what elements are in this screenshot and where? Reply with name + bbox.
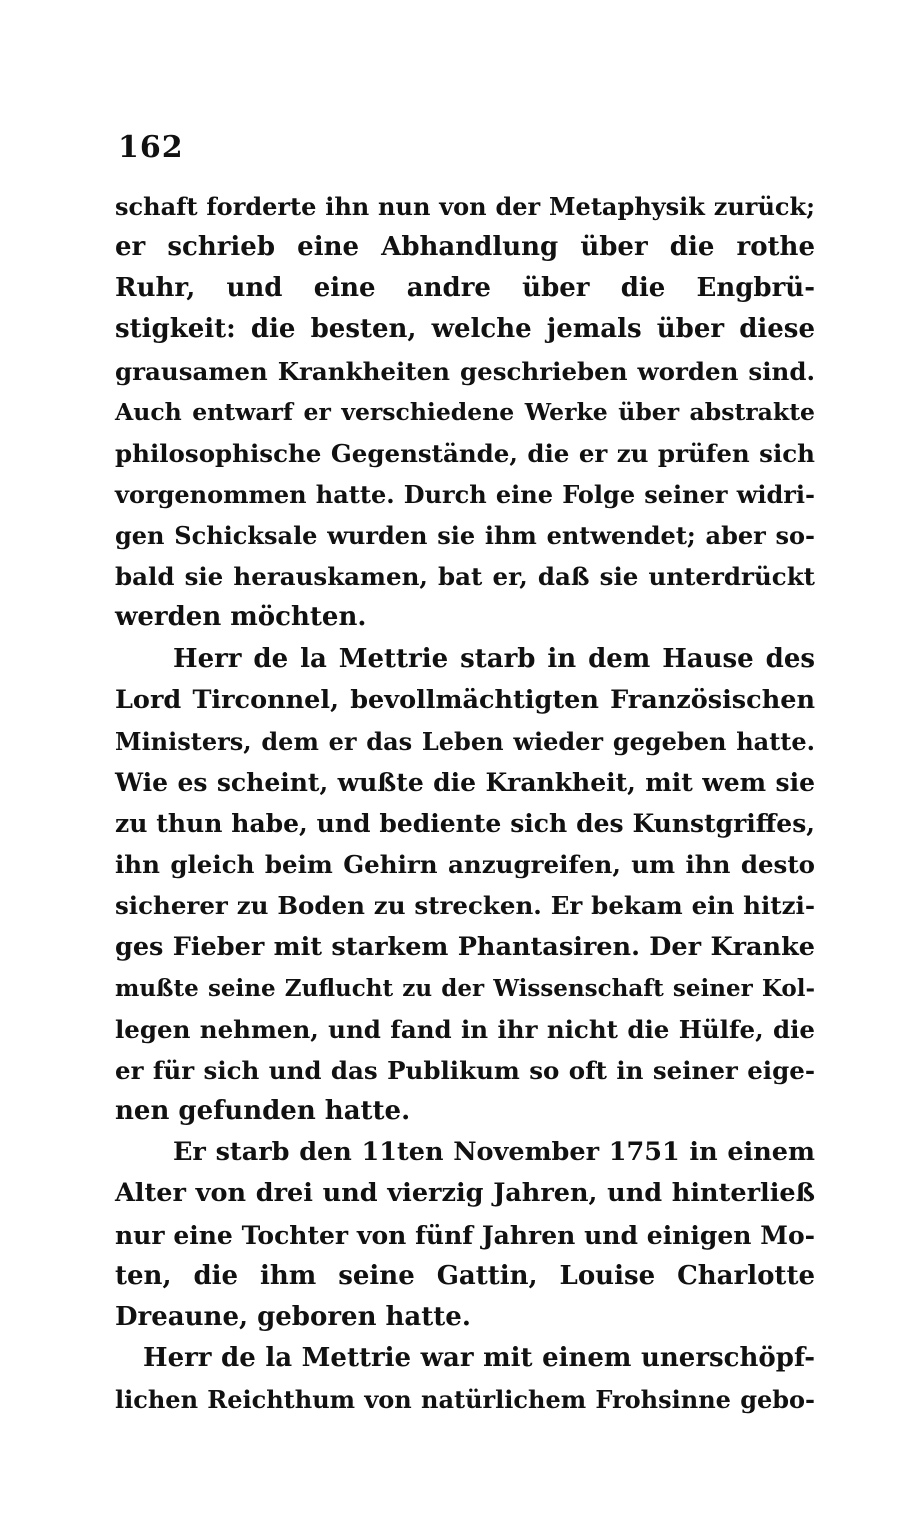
text-line: schaft forderte ihn nun von der Metaphysik zurück; <box>115 192 815 221</box>
text-line: Ruhr, und eine andre über die Engbrü- <box>115 273 815 304</box>
text-line: philosophische Gegenstände, die er zu prüfen sich <box>115 438 815 468</box>
text-line: legen nehmen, und fand in ihr nicht die Hülfe, die <box>115 1014 815 1044</box>
text-line: Herr de la Mettrie war mit einem unerschöpf- <box>143 1342 815 1373</box>
text-line: ges Fieber mit starkem Phantasiren. Der Kranke <box>115 931 815 962</box>
text-line: Wie es scheint, wußte die Krankheit, mit wem sie <box>115 767 815 797</box>
text-line: nur eine Tochter von fünf Jahren und einigen Mo- <box>115 1220 815 1250</box>
text-line: sicherer zu Boden zu strecken. Er bekam ein hitzi- <box>115 891 815 921</box>
text-line: mußte seine Zuflucht zu der Wissenschaft seiner Kol- <box>115 974 815 1002</box>
text-line: Ministers, dem er das Leben wieder gegeben hatte. <box>115 726 815 756</box>
text-line: Auch entwarf er verschiedene Werke über abstrakte <box>115 397 815 426</box>
text-line: bald sie herauskamen, bat er, daß sie unterdrückt <box>115 562 815 592</box>
text-line: vorgenommen hatte. Durch eine Folge seiner widri- <box>115 479 815 509</box>
text-line: werden möchten. <box>115 602 367 633</box>
text-line: stigkeit: die besten, welche jemals über diese <box>115 314 815 345</box>
text-line: Alter von drei und vierzig Jahren, und hinterließ <box>115 1178 815 1209</box>
text-line: nen gefunden hatte. <box>115 1096 411 1127</box>
text-line: ten, die ihm seine Gattin, Louise Charlotte <box>115 1260 815 1291</box>
text-line: grausamen Krankheiten geschrieben worden sind. <box>115 356 815 386</box>
text-line: Er starb den 11ten November 1751 in einem <box>173 1137 815 1168</box>
text-line: ihn gleich beim Gehirn anzugreifen, um ihn desto <box>115 850 815 880</box>
text-line: Dreaune, geboren hatte. <box>115 1301 471 1332</box>
text-line: Herr de la Mettrie starb in dem Hause des <box>173 643 815 674</box>
text-line: lichen Reichthum von natürlichem Frohsinne gebo- <box>115 1385 815 1415</box>
text-line: er für sich und das Publikum so oft in seiner eige- <box>115 1055 815 1085</box>
text-line: zu thun habe, und bediente sich des Kunstgriffes, <box>115 809 815 839</box>
body-text <box>115 186 815 1420</box>
text-line: Lord Tirconnel, bevollmächtigten Französischen <box>115 684 815 715</box>
text-line: gen Schicksale wurden sie ihm entwendet; aber so- <box>115 521 815 551</box>
page-number: 162 <box>118 130 184 165</box>
text-line: er schrieb eine Abhandlung über die rothe <box>115 232 815 263</box>
